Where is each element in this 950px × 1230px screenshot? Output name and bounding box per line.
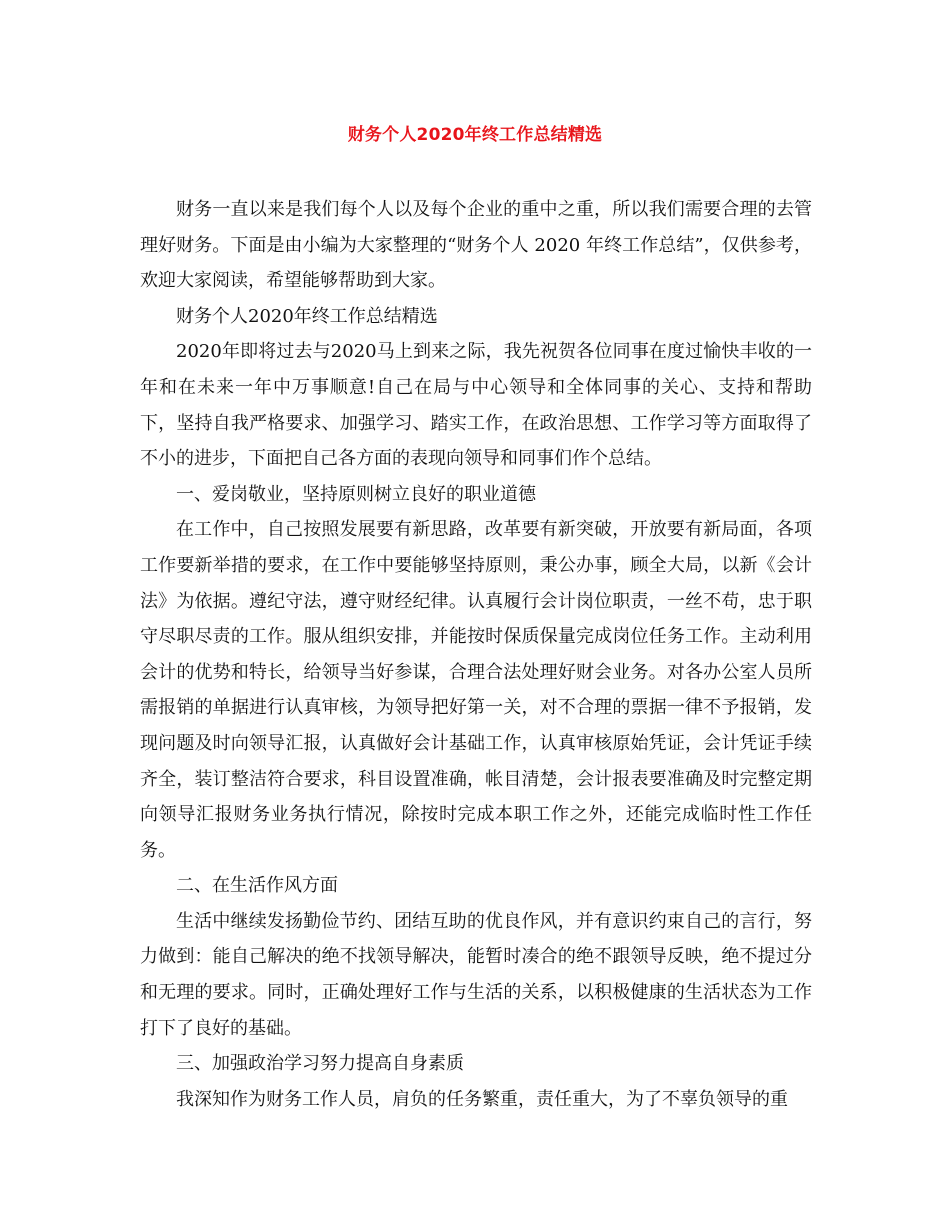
subtitle-paragraph: 财务个人2020年终工作总结精选 (176, 305, 438, 327)
section-heading-2: 二、在生活作风方面 (176, 875, 338, 897)
section-heading-1: 一、爱岗敬业，坚持原则树立良好的职业道德 (176, 483, 536, 505)
section-2-paragraph: 生活中继续发扬勤俭节约、团结互助的优良作风，并有意识约束自己的言行，努力做到：能自己解决的绝不找领导解决，能暂时凑合的绝不跟领导反映，绝不提过分和无理的要求。同时，正确处理好工作与生活的关系，以积极健康的生活状态为工作打下了良好的基础。 (140, 910, 812, 1039)
section-heading-3: 三、加强政治学习努力提高自身素质 (176, 1053, 464, 1075)
document-body (140, 192, 812, 1117)
section-3-paragraph: 我深知作为财务工作人员，肩负的任务繁重，责任重大，为了不辜负领导的重 (176, 1088, 788, 1110)
greeting-paragraph: 2020年即将过去与2020马上到来之际，我先祝贺各位同事在度过愉快丰收的一年和在未来一年中万事顺意!自己在局与中心领导和全体同事的关心、支持和帮助下，坚持自我严格要求、加强学习、踏实工作，在政治思想、工作学习等方面取得了不小的进步，下面把自己各方面的表现向领导和同事们作个总结。 (140, 341, 812, 470)
document-title: 财务个人2020年终工作总结精选 (347, 125, 603, 145)
intro-paragraph: 财务一直以来是我们每个人以及每个企业的重中之重，所以我们需要合理的去管理好财务。下面是由小编为大家整理的“财务个人 2020 年终工作总结”，仅供参考，欢迎大家阅读，希望能够帮助到大家。 (140, 199, 812, 292)
section-1-paragraph: 在工作中，自己按照发展要有新思路，改革要有新突破，开放要有新局面，各项工作要新举措的要求，在工作中要能够坚持原则，秉公办事，顾全大局，以新《会计法》为依据。遵纪守法，遵守财经纪律。认真履行会计岗位职责，一丝不苟，忠于职守尽职尽责的工作。服从组织安排，并能按时保质保量完成岗位任务工作。主动利用会计的优势和特长，给领导当好参谋，合理合法处理好财会业务。对各办公室人员所需报销的单据进行认真审核，为领导把好第一关，对不合理的票据一律不予报销，发现问题及时向领导汇报，认真做好会计基础工作，认真审核原始凭证，会计凭证手续齐全，装订整洁符合要求，科目设置准确，帐目清楚，会计报表要准确及时完整定期向领导汇报财务业务执行情况，除按时完成本职工作之外，还能完成临时性工作任务。 (140, 519, 812, 861)
